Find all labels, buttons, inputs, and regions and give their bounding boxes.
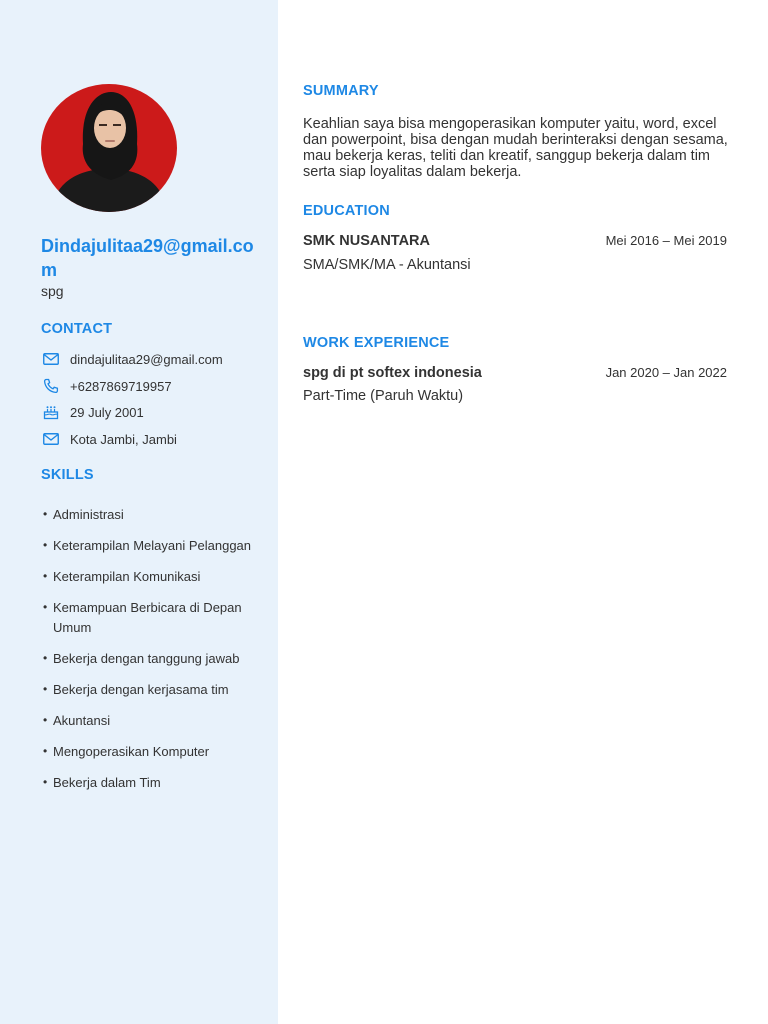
skills-list <box>41 505 271 804</box>
work-dates: Jan 2020 – Jan 2022 <box>605 365 727 380</box>
profile-role: spg <box>41 283 64 299</box>
person-silhouette-icon <box>41 84 177 212</box>
contact-phone-text: +6287869719957 <box>70 378 172 394</box>
education-title: EDUCATION <box>303 203 390 219</box>
contact-address-text: Kota Jambi, Jambi <box>70 431 177 447</box>
skills-title: SKILLS <box>41 467 94 483</box>
list-item: • Bekerja dalam Tim <box>43 775 161 790</box>
cake-icon <box>41 404 61 420</box>
summary-title: SUMMARY <box>303 83 379 99</box>
list-item: • Akuntansi <box>43 713 111 728</box>
work-title: WORK EXPERIENCE <box>303 335 450 351</box>
contact-address <box>41 430 177 448</box>
location-mail-icon <box>41 431 61 447</box>
education-program: SMA/SMK/MA - Akuntansi <box>303 257 471 273</box>
work-type: Part-Time (Paruh Waktu) <box>303 388 464 404</box>
list-item: • Bekerja dengan tanggung jawab <box>43 651 240 666</box>
contact-email <box>41 350 223 368</box>
mail-icon <box>41 351 61 367</box>
contact-title: CONTACT <box>41 321 113 337</box>
profile-photo <box>41 84 177 212</box>
phone-icon <box>41 378 61 394</box>
education-dates: Mei 2016 – Mei 2019 <box>605 233 727 248</box>
list-item: • Kemampuan Berbicara di Depan Umum <box>43 600 242 635</box>
contact-birthday-text: 29 July 2001 <box>70 404 144 420</box>
contact-phone <box>41 377 172 395</box>
summary-text: Keahlian saya bisa mengoperasikan komputer yaitu, word, excel dan powerpoint, bisa dengan mudah berinteraksi dengan sesama, mau bekerja keras, teliti dan kreatif, sanggup bekerja dalam tim serta siap loyalitas dalam bekerja. <box>303 116 728 180</box>
contact-birthday <box>41 403 144 421</box>
contact-email-text: dindajulitaa29@gmail.com <box>70 351 223 367</box>
list-item: • Keterampilan Melayani Pelanggan <box>43 538 252 553</box>
list-item: • Bekerja dengan kerjasama tim <box>43 682 229 697</box>
list-item: • Keterampilan Komunikasi <box>43 569 201 584</box>
education-school: SMK NUSANTARA <box>303 233 431 249</box>
profile-name: Dindajulitaa29@gmail.com <box>41 236 254 280</box>
list-item: • Mengoperasikan Komputer <box>43 744 210 759</box>
list-item: • Administrasi <box>43 507 124 522</box>
sidebar <box>0 0 278 1024</box>
work-position: spg di pt softex indonesia <box>303 365 482 381</box>
